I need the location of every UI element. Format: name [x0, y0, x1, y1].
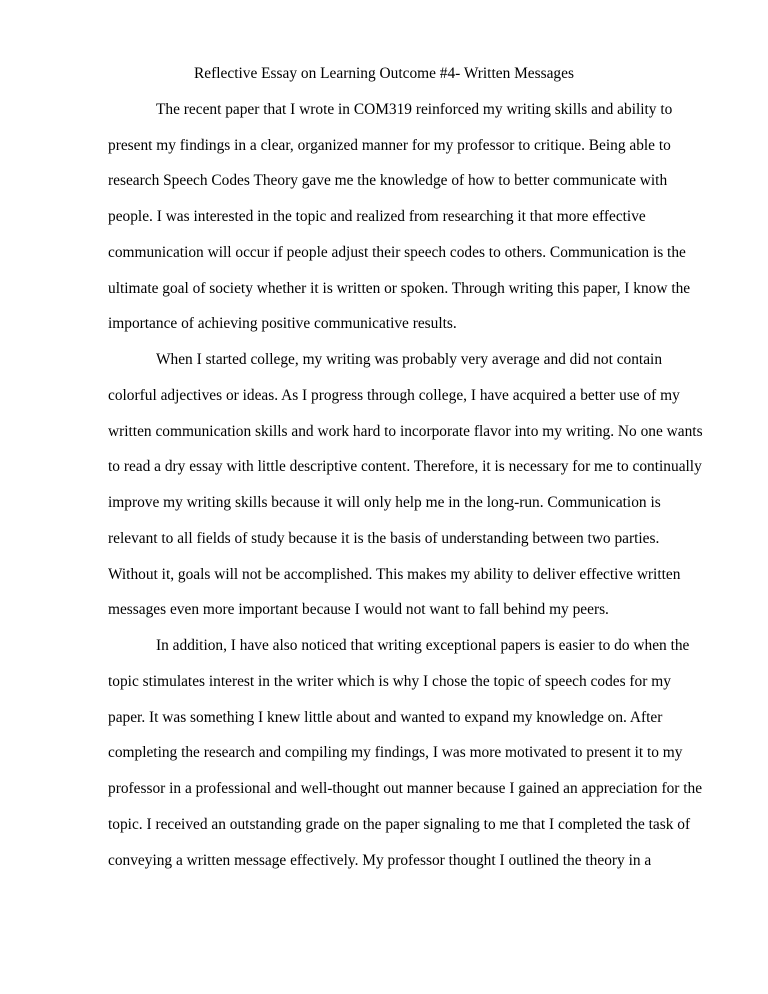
essay-title: Reflective Essay on Learning Outcome #4- Written Messages [194, 65, 574, 82]
paragraph-2-line-1: When I started college, my writing was probably very average and did not contain [156, 351, 663, 368]
paragraph-1-line-7: importance of achieving positive communicative results. [108, 315, 457, 332]
paragraph-3-line-1: In addition, I have also noticed that writing exceptional papers is easier to do when the [156, 637, 690, 654]
paragraph-3-line-2: topic stimulates interest in the writer which is why I chose the topic of speech codes for my [108, 673, 671, 690]
paragraph-1-line-1: The recent paper that I wrote in COM319 reinforced my writing skills and ability to [156, 101, 673, 118]
paragraph-2-line-3: written communication skills and work hard to incorporate flavor into my writing. No one wants [108, 423, 703, 440]
paragraph-1-line-6: ultimate goal of society whether it is written or spoken. Through writing this paper, I know the [108, 280, 691, 297]
paragraph-2-line-8: messages even more important because I would not want to fall behind my peers. [108, 601, 609, 618]
paragraph-3-line-6: topic. I received an outstanding grade on the paper signaling to me that I completed the task of [108, 816, 691, 833]
paragraph-3-line-7: conveying a written message effectively. My professor thought I outlined the theory in a [108, 852, 652, 869]
paragraph-2-line-6: relevant to all fields of study because it is the basis of understanding between two parties. [108, 530, 660, 547]
paragraph-2-line-2: colorful adjectives or ideas. As I progress through college, I have acquired a better use of my [108, 387, 680, 404]
paragraph-1-line-4: people. I was interested in the topic and realized from researching it that more effective [108, 208, 646, 225]
paragraph-3-line-3: paper. It was something I knew little about and wanted to expand my knowledge on. After [108, 709, 663, 726]
paragraph-1-line-5: communication will occur if people adjust their speech codes to others. Communication is the [108, 244, 686, 261]
paragraph-2-line-5: improve my writing skills because it will only help me in the long-run. Communication is [108, 494, 661, 511]
paragraph-2-line-4: to read a dry essay with little descriptive content. Therefore, it is necessary for me to continually [108, 458, 702, 475]
paragraph-2-line-7: Without it, goals will not be accomplished. This makes my ability to deliver effective written [108, 566, 681, 583]
paragraph-1-line-3: research Speech Codes Theory gave me the knowledge of how to better communicate with [108, 172, 668, 189]
paragraph-3-line-4: completing the research and compiling my findings, I was more motivated to present it to my [108, 744, 683, 761]
paragraph-3-line-5: professor in a professional and well-thought out manner because I gained an appreciation for the [108, 780, 703, 797]
paragraph-1-line-2: present my findings in a clear, organized manner for my professor to critique. Being able to [108, 137, 671, 154]
